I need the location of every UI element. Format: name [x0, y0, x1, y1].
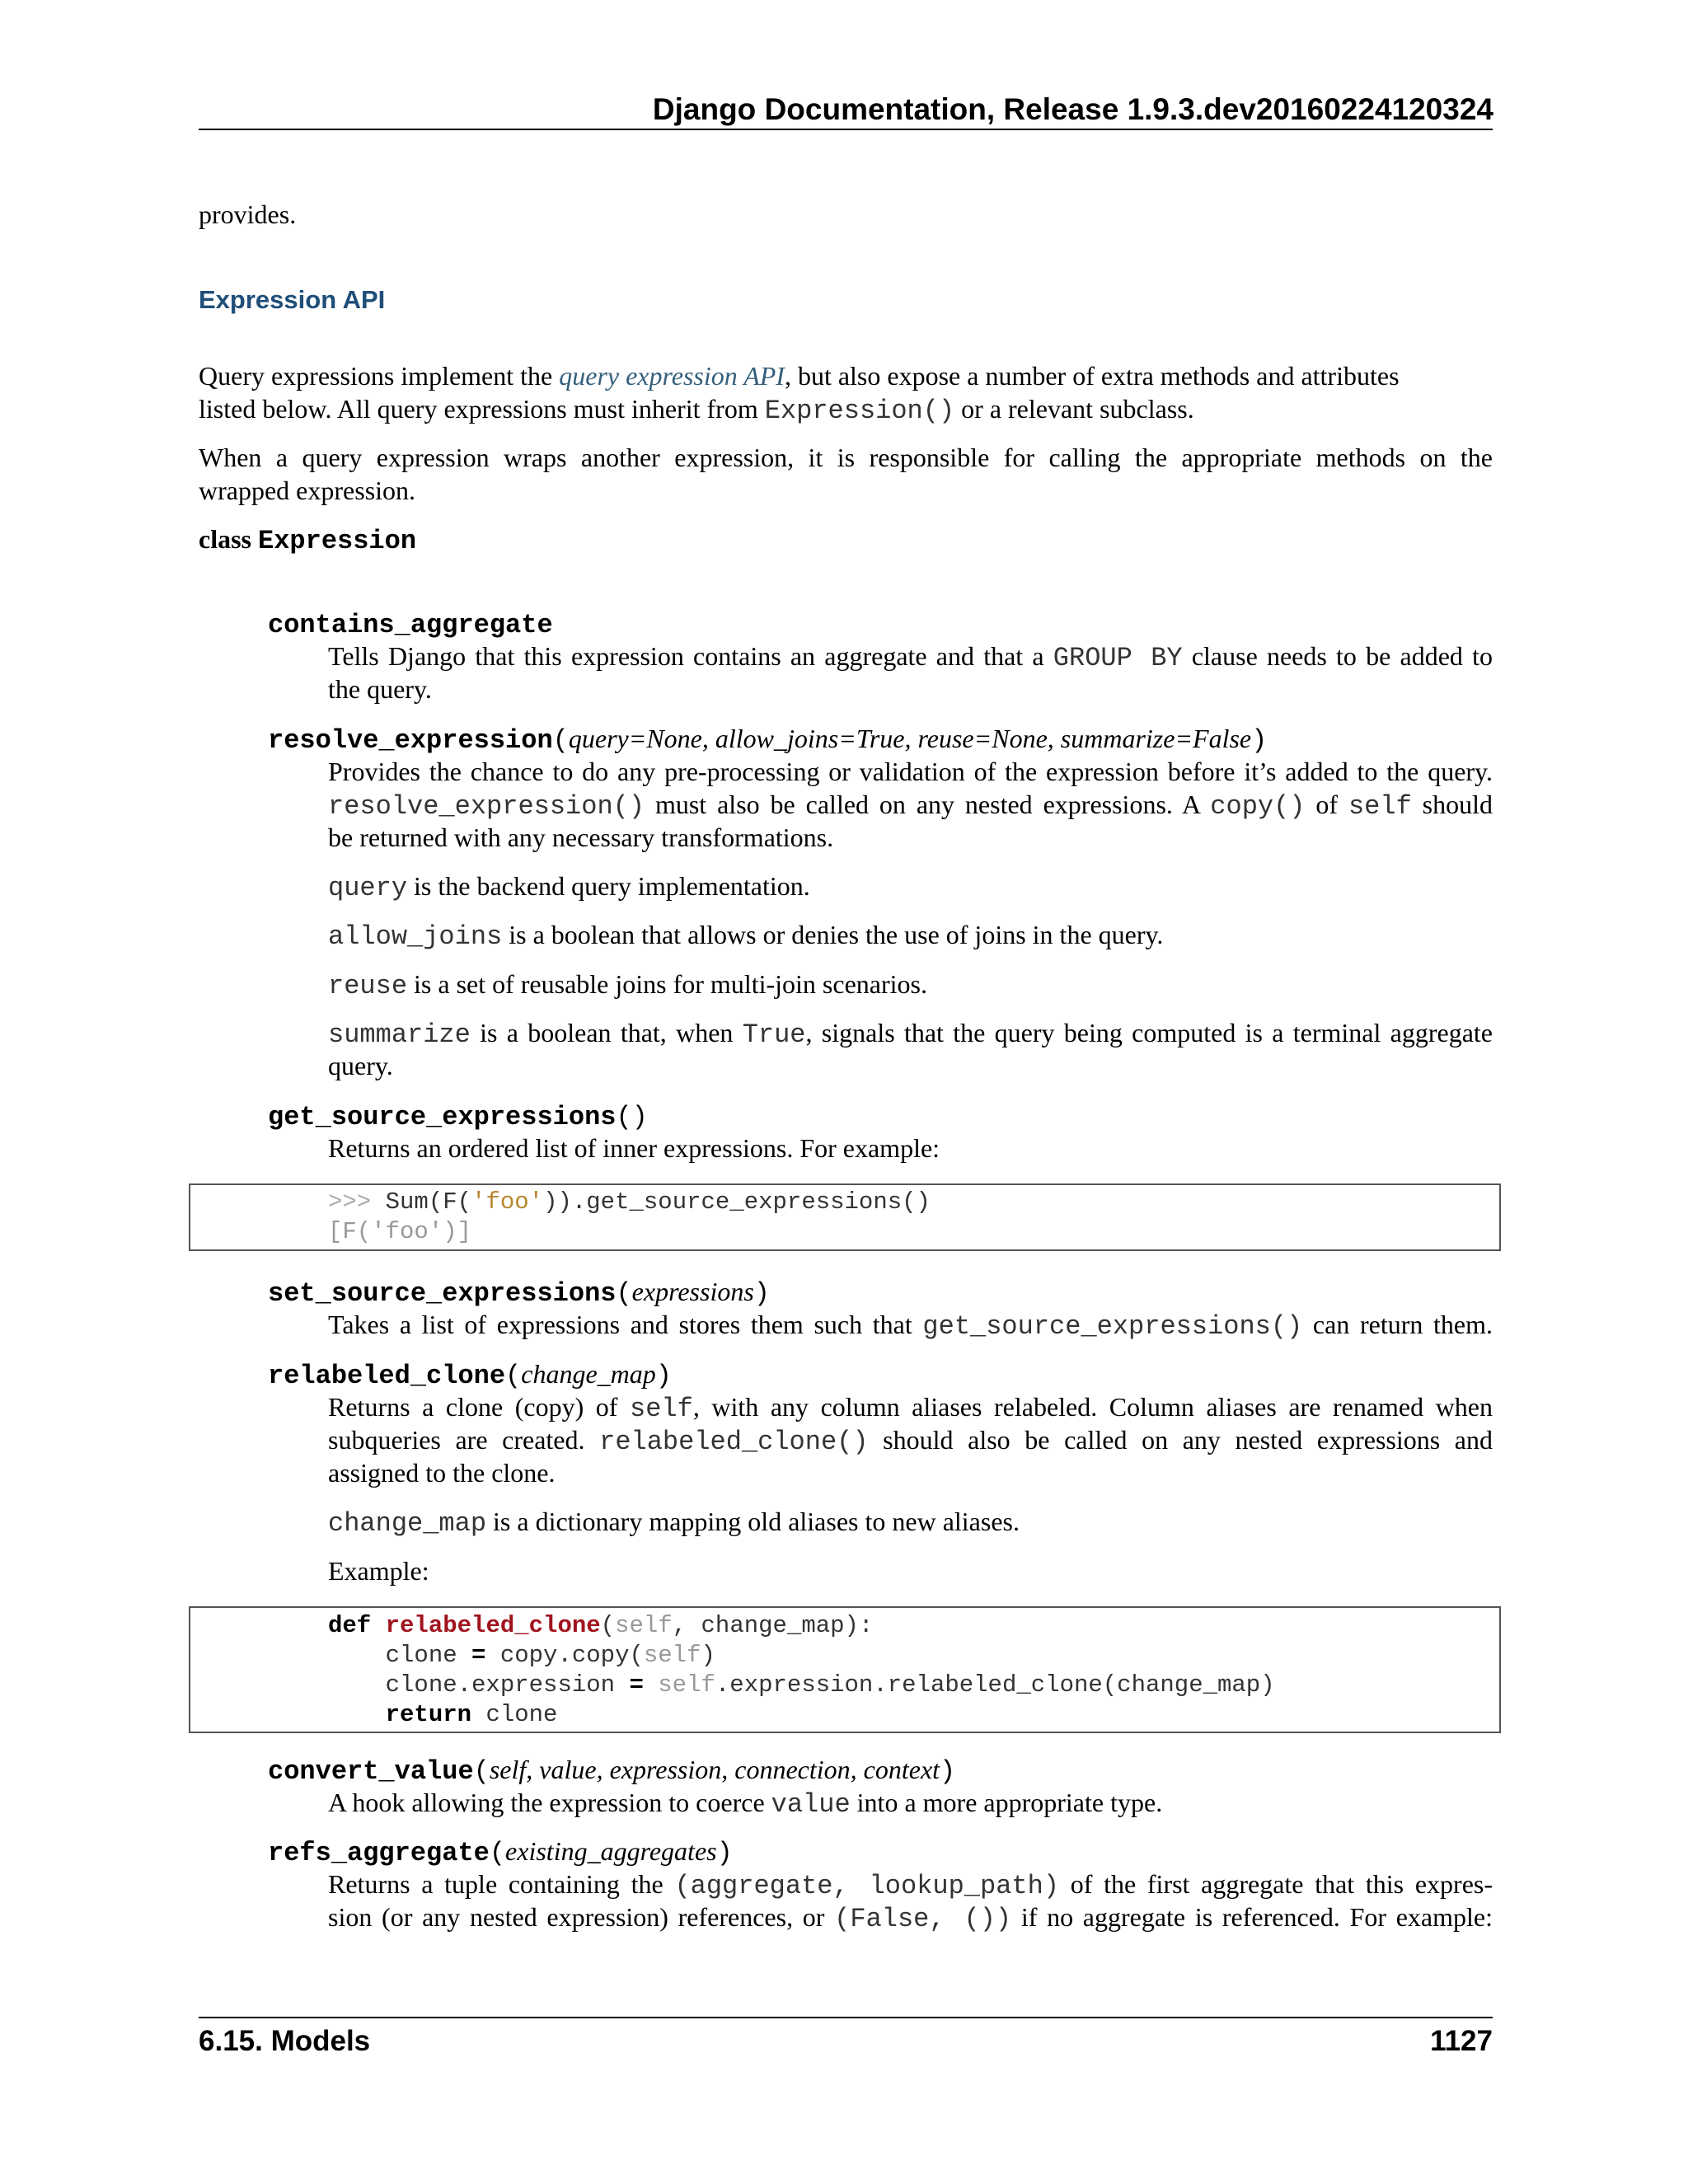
- return-keyword: return: [385, 1701, 472, 1728]
- query-expression-api-link[interactable]: query expression API: [559, 361, 785, 391]
- relabeled-clone-desc-line1: [328, 1390, 1493, 1426]
- set-source-expressions-desc: [328, 1308, 1493, 1343]
- para1-text-c: listed below. All query expressions must inherit from: [199, 394, 765, 424]
- code-expr-b: .expression.relabeled_clone(change_map): [715, 1671, 1275, 1699]
- contains-aggregate-signature: [268, 607, 553, 642]
- ra-text-d: if no aggregate is referenced. For example:: [1011, 1902, 1493, 1932]
- refs-aggregate-name: refs_aggregate: [268, 1838, 490, 1868]
- value-code: value: [771, 1789, 851, 1820]
- cv-text-a: A hook allowing the expression to coerce: [328, 1788, 771, 1817]
- convert-value-params: self, value, expression, connection, context: [489, 1755, 940, 1784]
- ca-text-a: Tells Django that this expression contains an aggregate and that a: [328, 641, 1053, 671]
- change-map-desc: [328, 1505, 1020, 1540]
- query-param-desc: [328, 869, 810, 905]
- self-ref: self: [658, 1671, 715, 1699]
- paren-close: ): [716, 1838, 733, 1868]
- resolve-desc-line3: be returned with any necessary transformations.: [328, 823, 834, 852]
- ca-text-b: clause needs to be added to: [1182, 641, 1493, 671]
- relabeled-clone-param: change_map: [521, 1359, 656, 1389]
- ra-text-c: sion (or any nested expression) references, or: [328, 1902, 835, 1932]
- resolve-expression-params: query=None, allow_joins=True, reuse=None, summarize=False: [568, 724, 1252, 753]
- resolve-desc-line2: [328, 788, 1493, 823]
- allow-joins-text: is a boolean that allows or denies the use of joins in the query.: [502, 920, 1164, 949]
- code-clone-b: copy.copy(: [485, 1642, 644, 1669]
- class-keyword: class: [199, 524, 258, 554]
- code-a: Sum(F(: [385, 1188, 472, 1216]
- get-source-expressions-code: get_source_expressions(): [922, 1311, 1303, 1342]
- rc-text-a: Returns a clone (copy) of: [328, 1392, 631, 1422]
- code-expr-a: clone.expression: [328, 1671, 630, 1699]
- copy-code: copy(): [1210, 791, 1306, 822]
- self-code: self: [630, 1394, 693, 1424]
- rc-text-b: , with any column aliases relabeled. Column aliases are renamed when: [692, 1392, 1493, 1422]
- re-text-b: of: [1305, 790, 1348, 819]
- example-label: Example:: [328, 1556, 429, 1586]
- allow-joins-param-desc: [328, 918, 1163, 954]
- footer-page-number: 1127: [1430, 2025, 1493, 2057]
- code-args: , change_map):: [672, 1612, 874, 1639]
- intro-paragraph-line1: [199, 359, 1493, 392]
- code-clone-line: [328, 1641, 715, 1671]
- para1-text-b: , but also expose a number of extra methods and attributes: [784, 361, 1400, 391]
- aggregate-lookup-code: (aggregate, lookup_path): [674, 1871, 1060, 1901]
- reuse-text: is a set of reusable joins for multi-join scenarios.: [407, 969, 927, 999]
- footer-section: 6.15. Models: [199, 2025, 371, 2057]
- rc-text-d: should also be called on any nested expressions and: [868, 1425, 1493, 1455]
- paren-open: (: [473, 1756, 490, 1787]
- running-header-title: Django Documentation, Release 1.9.3.dev20160224120324: [652, 92, 1493, 126]
- cv-text-b: into a more appropriate type.: [850, 1788, 1163, 1817]
- set-source-param: expressions: [631, 1277, 754, 1306]
- resolve-expression-signature: [268, 722, 1267, 757]
- summarize-param-desc-line2: query.: [328, 1051, 393, 1080]
- resolve-expression-name: resolve_expression: [268, 725, 553, 756]
- ra-text-b: of the first aggregate that this expres-: [1059, 1869, 1493, 1899]
- get-source-expressions-name: get_source_expressions: [268, 1102, 617, 1132]
- true-code: True: [742, 1019, 806, 1050]
- summarize-code: summarize: [328, 1019, 471, 1050]
- header-rule: [199, 129, 1493, 130]
- paren-open: (: [616, 1278, 632, 1309]
- refs-aggregate-signature: [268, 1835, 733, 1870]
- convert-value-signature: [268, 1753, 955, 1788]
- contains-aggregate-desc-line1: [328, 640, 1493, 675]
- sse-text-a: Takes a list of expressions and stores them such that: [328, 1310, 923, 1339]
- change-map-code: change_map: [328, 1508, 487, 1539]
- code-expression-line: [328, 1671, 1275, 1700]
- re-text-a: must also be called on any nested expressions. A: [645, 790, 1211, 819]
- query-code: query: [328, 873, 408, 903]
- sse-text-b: can return them.: [1302, 1310, 1493, 1339]
- convert-value-desc: [328, 1786, 1162, 1821]
- set-source-expressions-name: set_source_expressions: [268, 1278, 617, 1309]
- self-ref: self: [643, 1642, 701, 1669]
- reuse-code: reuse: [328, 971, 408, 1001]
- ra-text-a: Returns a tuple containing the: [328, 1869, 675, 1899]
- refs-aggregate-desc-line1: [328, 1868, 1493, 1903]
- contains-aggregate-desc-line2: the query.: [328, 674, 432, 704]
- code-b: )).get_source_expressions(): [543, 1188, 931, 1216]
- expression-code: Expression(): [764, 396, 955, 426]
- allow-joins-code: allow_joins: [328, 921, 503, 952]
- intro-paragraph-line2: [199, 392, 1194, 428]
- contains-aggregate-name: contains_aggregate: [268, 610, 553, 640]
- refs-aggregate-desc-line2: [328, 1900, 1493, 1936]
- paren-open: (: [552, 725, 569, 756]
- code-line-2: [328, 1217, 471, 1247]
- relabeled-clone-desc-line2: [328, 1423, 1493, 1459]
- relabeled-clone-signature: [268, 1357, 672, 1393]
- code-string: 'foo': [471, 1188, 544, 1216]
- code-return-line: [328, 1700, 557, 1730]
- para1-text-a: Query expressions implement the: [199, 361, 560, 391]
- code-clone-c: ): [701, 1642, 715, 1669]
- provides-text: provides.: [199, 199, 297, 229]
- class-signature: [199, 523, 416, 558]
- self-arg: self: [615, 1612, 673, 1639]
- re-text-c: should: [1411, 790, 1493, 819]
- wrap-paragraph-line1: When a query expression wraps another expression, it is responsible for calling the appropriate methods on the: [199, 443, 1493, 472]
- reuse-param-desc: [328, 968, 927, 1003]
- summ-text-a: is a boolean that, when: [470, 1018, 743, 1047]
- relabeled-clone-desc-line3: assigned to the clone.: [328, 1458, 556, 1488]
- wrap-paragraph-line2: wrapped expression.: [199, 476, 416, 505]
- resolve-expression-code: resolve_expression(): [328, 791, 645, 822]
- self-code: self: [1348, 791, 1412, 822]
- section-title: Expression API: [199, 285, 386, 314]
- set-source-expressions-signature: [268, 1275, 770, 1310]
- paren-close: ): [940, 1756, 956, 1787]
- relabeled-clone-name: relabeled_clone: [268, 1361, 506, 1391]
- paren-close: ): [655, 1361, 672, 1391]
- class-name: Expression: [258, 526, 417, 556]
- function-name: relabeled_clone: [385, 1612, 601, 1639]
- code-line-1: [328, 1188, 931, 1217]
- assign-operator: =: [629, 1671, 644, 1699]
- false-tuple-code: (False, ()): [834, 1904, 1012, 1934]
- assign-operator: =: [471, 1642, 486, 1669]
- paren-open: (: [489, 1838, 506, 1868]
- resolve-desc-line1: Provides the chance to do any pre-processing or validation of the expression before it’s added to the query.: [328, 757, 1493, 786]
- summ-text-b: , signals that the query being computed is a terminal aggregate: [805, 1018, 1493, 1047]
- empty-parens: (): [616, 1102, 648, 1132]
- convert-value-name: convert_value: [268, 1756, 474, 1787]
- group-by-code: GROUP BY: [1053, 643, 1183, 673]
- code-return-value: clone: [471, 1701, 558, 1728]
- footer-rule: [199, 2017, 1493, 2018]
- get-source-expressions-desc: Returns an ordered list of inner expressions. For example:: [328, 1133, 940, 1163]
- summarize-param-desc-line1: [328, 1016, 1493, 1052]
- relabeled-clone-code: relabeled_clone(): [599, 1427, 869, 1457]
- query-text: is the backend query implementation.: [407, 871, 810, 901]
- code-prompt: >>>: [328, 1188, 386, 1216]
- refs-aggregate-param: existing_aggregates: [505, 1836, 717, 1866]
- code-open-paren: (: [600, 1612, 616, 1639]
- code-def-line: [328, 1611, 873, 1641]
- code-clone-a: clone: [328, 1642, 472, 1669]
- code-output: [F('foo')]: [328, 1218, 472, 1245]
- rc-text-c: subqueries are created.: [328, 1425, 600, 1455]
- paren-close: ): [753, 1278, 770, 1309]
- paren-close: ): [1251, 725, 1268, 756]
- para1-text-d: or a relevant subclass.: [954, 394, 1194, 424]
- get-source-expressions-signature: [268, 1099, 648, 1134]
- paren-open: (: [505, 1361, 522, 1391]
- def-keyword: def: [328, 1612, 386, 1639]
- change-map-text: is a dictionary mapping old aliases to new aliases.: [486, 1507, 1020, 1536]
